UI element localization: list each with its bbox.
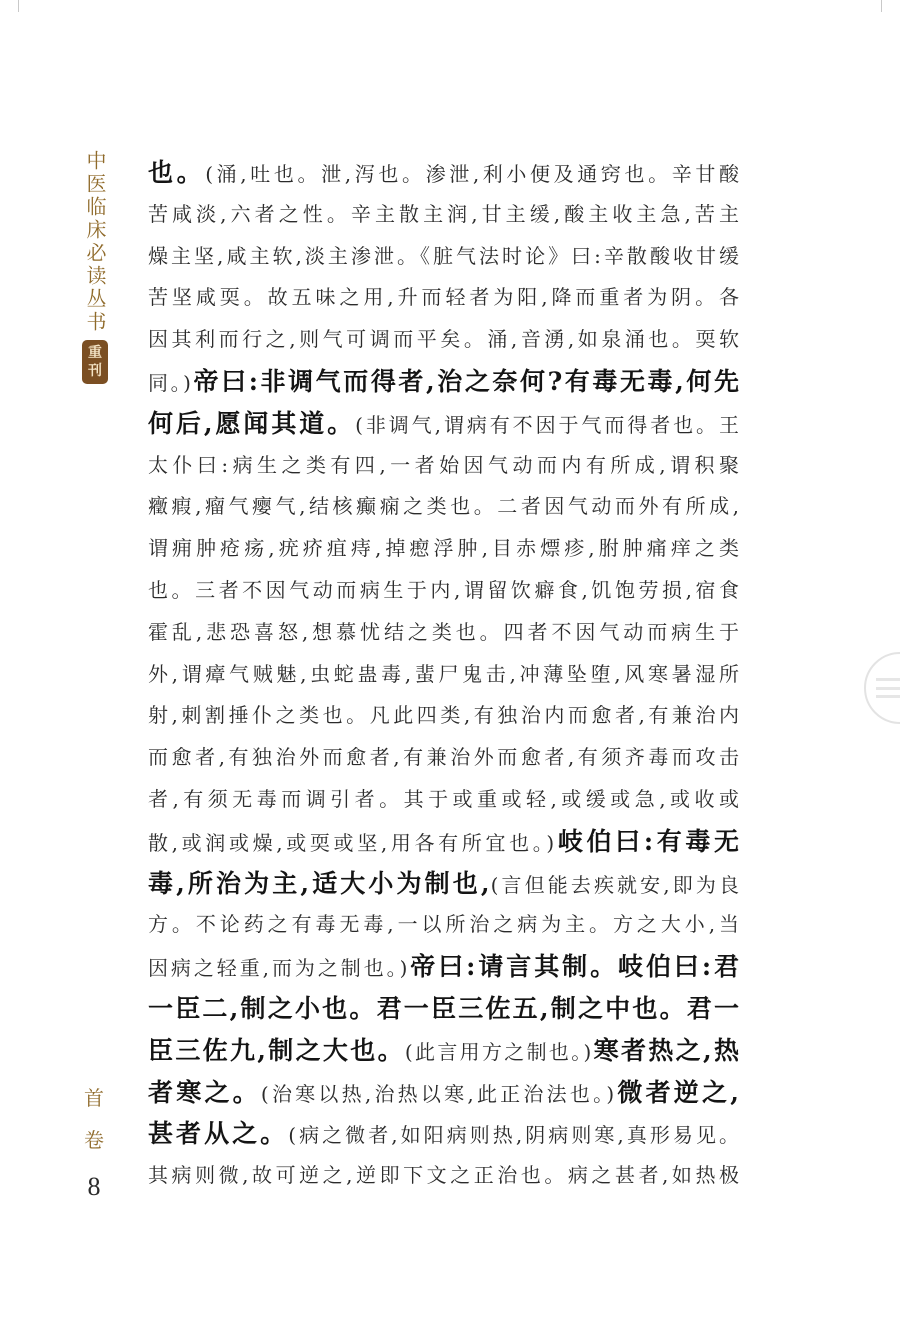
seal-char-top: 重 bbox=[88, 345, 102, 361]
text-line bbox=[148, 946, 740, 988]
chapter-char-1: 首 bbox=[84, 1086, 104, 1110]
text-line bbox=[148, 403, 740, 445]
text-line bbox=[148, 612, 740, 654]
text-line bbox=[148, 821, 740, 863]
reprint-seal bbox=[82, 340, 108, 384]
crop-mark-top-left bbox=[6, 0, 19, 12]
main-text-segment: 甚者从之。 bbox=[148, 1119, 289, 1149]
page-body-text bbox=[148, 152, 740, 1197]
main-text-segment: 岐伯曰:有毒无 bbox=[555, 826, 740, 856]
text-line bbox=[148, 236, 740, 278]
commentary-segment: 苦咸淡,六者之性。辛主散主润,甘主缓,酸主收主急,苦主 bbox=[148, 201, 740, 226]
text-line bbox=[148, 445, 740, 487]
text-line bbox=[148, 319, 740, 361]
text-line bbox=[148, 361, 740, 403]
main-text-segment: 也。 bbox=[148, 158, 206, 187]
main-text-segment: 毒,所治为主,适大小为制也, bbox=[148, 868, 491, 898]
commentary-segment: 太仆曰:病生之类有四,一者始因气动而内有所成,谓积聚 bbox=[148, 452, 740, 477]
text-line bbox=[148, 1155, 740, 1197]
text-line bbox=[148, 904, 740, 946]
text-line bbox=[148, 863, 740, 905]
commentary-segment: (非调气,谓病有不因于气而得者也。王 bbox=[355, 412, 740, 437]
commentary-segment: (言但能去疾就安,即为良 bbox=[490, 872, 740, 897]
publisher-logo-icon bbox=[864, 652, 900, 724]
text-line bbox=[148, 654, 740, 696]
text-line bbox=[148, 277, 740, 319]
commentary-segment: 者,有须无毒而调引者。其于或重或轻,或缓或急,或收或 bbox=[148, 786, 740, 811]
text-line bbox=[148, 194, 740, 236]
series-sidebar bbox=[78, 150, 112, 384]
page-number: 8 bbox=[87, 1172, 101, 1201]
text-line bbox=[148, 486, 740, 528]
commentary-segment: (治寒以热,治热以寒,此正治法也。) bbox=[260, 1081, 616, 1106]
text-line bbox=[148, 570, 740, 612]
commentary-segment: 霍乱,悲恐喜怒,想慕忧结之类也。四者不因气动而病生于 bbox=[148, 619, 740, 644]
commentary-segment: 因其利而行之,则气可调而平矣。涌,音湧,如泉涌也。耎软 bbox=[148, 327, 740, 352]
series-title: 中医临床必读丛书 bbox=[83, 150, 107, 334]
commentary-segment: (涌,吐也。泄,泻也。渗泄,利小便及通窍也。辛甘酸 bbox=[205, 162, 740, 186]
crop-mark-top-right bbox=[881, 0, 894, 12]
seal-char-bottom: 刊 bbox=[88, 363, 102, 379]
commentary-segment: (病之微者,如阳病则热,阴病则寒,真形易见。 bbox=[288, 1123, 740, 1148]
text-line bbox=[148, 1113, 740, 1155]
main-text-segment: 寒者热之,热 bbox=[592, 1035, 740, 1065]
main-text-segment: 帝曰:非调气而得者,治之奈何?有毒无毒,何先 bbox=[191, 366, 740, 396]
commentary-segment: 苦坚咸耎。故五味之用,升而轻者为阳,降而重者为阴。各 bbox=[148, 285, 740, 310]
commentary-segment: 因病之轻重,而为之制也。) bbox=[148, 956, 409, 981]
chapter-char-2: 卷 bbox=[84, 1128, 104, 1152]
commentary-segment: 而愈者,有独治外而愈者,有兼治外而愈者,有须齐毒而攻击 bbox=[148, 745, 740, 770]
commentary-segment: 燥主坚,咸主软,淡主渗泄。《脏气法时论》曰:辛散酸收甘缓 bbox=[148, 243, 740, 268]
commentary-segment: 同。) bbox=[148, 370, 192, 395]
text-line bbox=[148, 988, 740, 1030]
commentary-segment: 外,谓瘴气贼魅,虫蛇蛊毒,蜚尸鬼击,冲薄坠堕,风寒暑湿所 bbox=[148, 661, 740, 686]
chapter-label bbox=[82, 1088, 106, 1150]
commentary-segment: 其病则微,故可逆之,逆即下文之正治也。病之甚者,如热极 bbox=[148, 1163, 740, 1188]
text-line bbox=[148, 1072, 740, 1114]
commentary-segment: (此言用方之制也。) bbox=[404, 1039, 593, 1064]
main-text-segment: 帝曰:请言其制。岐伯曰:君 bbox=[408, 952, 740, 982]
text-line bbox=[148, 152, 740, 194]
commentary-segment: 散,或润或燥,或耎或坚,用各有所宜也。) bbox=[148, 830, 556, 855]
main-text-segment: 臣三佐九,制之大也。 bbox=[148, 1035, 405, 1065]
main-text-segment: 何后,愿闻其道。 bbox=[148, 408, 356, 438]
main-text-segment: 一臣二,制之小也。君一臣三佐五,制之中也。君一 bbox=[148, 993, 740, 1023]
text-line bbox=[148, 779, 740, 821]
commentary-segment: 癥瘕,瘤气瘿气,结核癫痫之类也。二者因气动而外有所成, bbox=[148, 494, 740, 519]
text-line bbox=[148, 695, 740, 737]
commentary-segment: 射,刺割捶仆之类也。凡此四类,有独治内而愈者,有兼治内 bbox=[148, 703, 740, 728]
commentary-segment: 方。不论药之有毒无毒,一以所治之病为主。方之大小,当 bbox=[148, 912, 740, 937]
text-line bbox=[148, 1030, 740, 1072]
text-line bbox=[148, 737, 740, 779]
commentary-segment: 谓痈肿疮疡,疣疥疽痔,掉瘛浮肿,目赤熛疹,胕肿痛痒之类 bbox=[148, 536, 740, 561]
text-line bbox=[148, 528, 740, 570]
commentary-segment: 也。三者不因气动而病生于内,谓留饮癖食,饥饱劳损,宿食 bbox=[148, 577, 740, 602]
main-text-segment: 者寒之。 bbox=[148, 1077, 261, 1107]
main-text-segment: 微者逆之, bbox=[615, 1077, 740, 1107]
